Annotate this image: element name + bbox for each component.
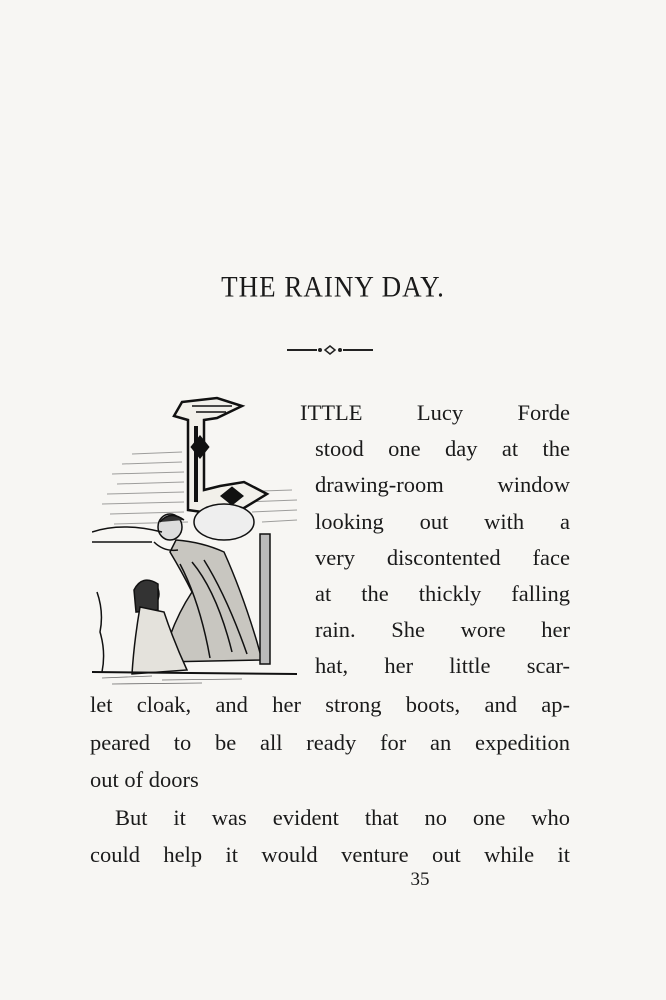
- text-line: looking out with a: [315, 509, 570, 534]
- chapter-title: THE RAINY DAY.: [221, 270, 445, 304]
- text-line: at the thickly falling: [315, 581, 570, 606]
- text-line: hat, her little scar-: [315, 653, 570, 678]
- text-line: rain. She wore her: [315, 617, 570, 642]
- text-line: out of doors: [90, 767, 199, 792]
- ornament-divider-icon: [287, 342, 373, 358]
- drop-cap-illustration: [92, 392, 302, 690]
- text-line: stood one day at the: [315, 436, 570, 461]
- text-line: let cloak, and her strong boots, and ap-: [90, 692, 570, 717]
- text-line: very discontented face: [315, 545, 570, 570]
- text-line: peared to be all ready for an expedition: [90, 730, 570, 755]
- text-line: But it was evident that no one who: [115, 805, 570, 830]
- drop-cap-letter: [174, 398, 267, 512]
- text-line: could help it would venture out while it: [90, 842, 570, 867]
- page-number: 35: [410, 869, 430, 890]
- text-line: ITTLE Lucy Forde: [300, 400, 570, 425]
- text-line: drawing-room window: [315, 472, 570, 497]
